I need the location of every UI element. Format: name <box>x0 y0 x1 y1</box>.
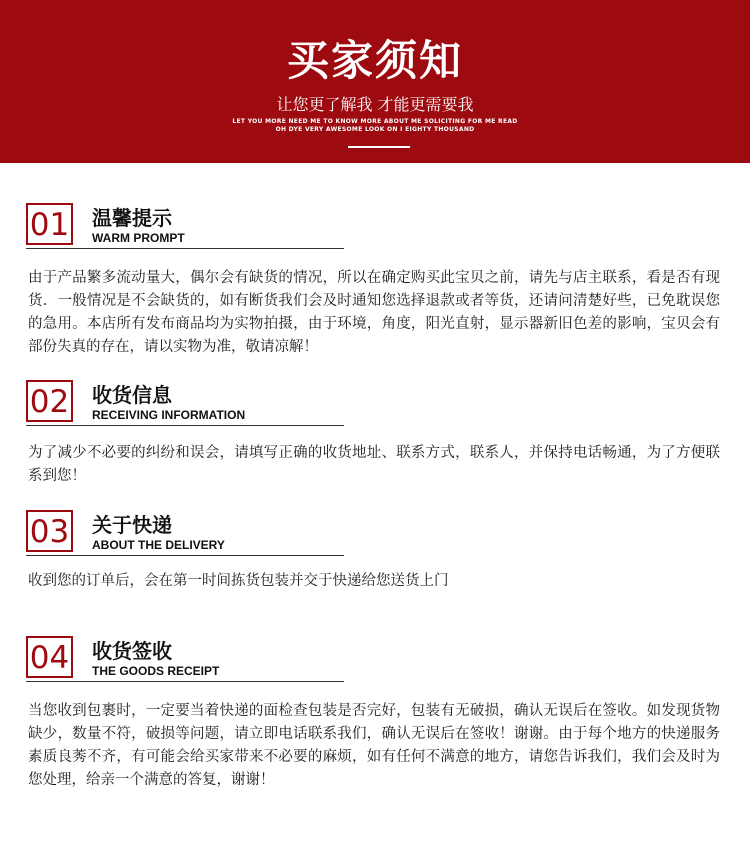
banner-divider <box>348 146 410 148</box>
section-subtitle: WARM PROMPT <box>92 231 185 245</box>
section-title: 收货信息 <box>92 383 172 407</box>
section-body: 收到您的订单后，会在第一时间拣货包装并交于快递给您送货上门 <box>28 573 449 589</box>
section-title: 温馨提示 <box>92 206 172 230</box>
page-subtitle: 让您更了解我 才能更需要我 <box>276 95 474 114</box>
english-tagline-1: LET YOU MORE NEED ME TO KNOW MORE ABOUT ME SOLICITING FOR ME READ <box>232 118 518 125</box>
section-subtitle: RECEIVING INFORMATION <box>92 408 246 422</box>
page-title: 买家须知 <box>286 36 463 85</box>
section-body: 由于产品繁多流动量大，偶尔会有缺货的情况，所以在确定购买此宝贝之前，请先与店主联系，看是否有现货．一般情况是不会缺货的，如有断货我们会及时通知您选择退款或者等货，还请问清楚好些，已免耽误您的急用。本店所有发布商品均为实物拍摄，由于环境，角度，阳光直射，显示器新旧色差的影响，宝贝会有部份失真的存在，请以实物为准，敬请凉解！ <box>28 270 720 355</box>
section-body: 当您收到包裹时，一定要当着快递的面检查包装是否完好，包装有无破损，确认无误后在签收。如发现货物缺少，数量不符，破损等问题，请立即电话联系我们，确认无误后在签收！谢谢。由于每个地方的快递服务素质良莠不齐，有可能会给买家带来不必要的麻烦，如有任何不满意的地方，请您告诉我们，我们会及时为您处理，给亲一个满意的答复，谢谢！ <box>28 703 720 788</box>
section-number-badge: 01 <box>26 203 73 245</box>
section-body: 为了减少不必要的纠纷和误会，请填写正确的收货地址、联系方式，联系人，并保持电话畅通，为了方便联系到您！ <box>28 445 720 484</box>
section-number-badge: 03 <box>26 510 73 552</box>
section-divider <box>26 425 344 426</box>
section-number-badge: 04 <box>26 636 73 678</box>
section-title: 收货签收 <box>92 639 172 663</box>
section-title: 关于快递 <box>92 513 172 537</box>
section-divider <box>26 681 344 682</box>
section-divider <box>26 555 344 556</box>
section-subtitle: ABOUT THE DELIVERY <box>92 538 225 552</box>
section-subtitle: THE GOODS RECEIPT <box>92 664 220 678</box>
english-tagline-2: OH DYE VERY AWESOME LOOK ON I EIGHTY THOUSAND <box>275 126 475 133</box>
section-divider <box>26 248 344 249</box>
section-number-badge: 02 <box>26 380 73 422</box>
header-banner <box>0 0 750 163</box>
